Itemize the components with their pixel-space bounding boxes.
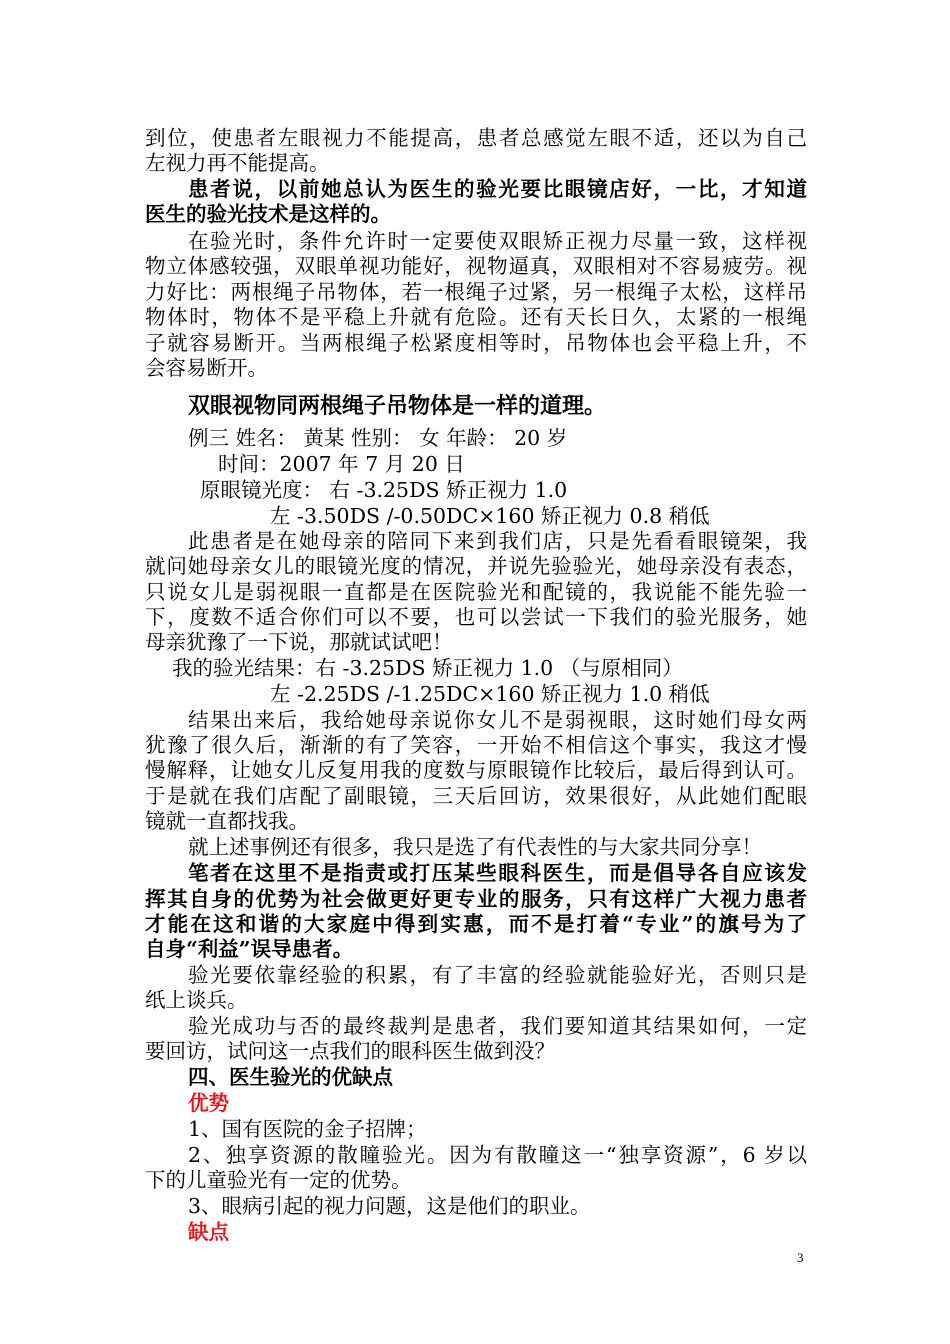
text-line: 只说女儿是弱视眼一直都是在医院验光和配镜的，我说能不能先验一 [145, 580, 807, 604]
text-line: 下的儿童验光有一定的优势。 [145, 1168, 412, 1192]
text-line: 到位，使患者左眼视力不能提高，患者总感觉左眼不适，还以为自己 [145, 126, 807, 150]
text-line: 时间：2007 年 7 月 20 日 [218, 452, 465, 476]
text-line: 慢解释，让她女儿反复用我的度数与原眼镜作比较后，最后得到认可。 [145, 758, 807, 782]
text-line: 下，度数不适合你们可以不要，也可以尝试一下我们的验光服务，她 [145, 605, 807, 629]
text-line: 结果出来后，我给她母亲说你女儿不是弱视眼，这时她们母女两 [188, 708, 807, 732]
advantages-heading: 优势 [188, 1091, 229, 1115]
text-line: 左 -3.50DS /-0.50DC×160 矫正视力 0.8 稍低 [270, 504, 710, 528]
text-line: 在验光时，条件允许时一定要使双眼矫正视力尽量一致，这样视 [188, 229, 807, 253]
text-line: 原眼镜光度： 右 -3.25DS 矫正视力 1.0 [200, 478, 568, 502]
text-line: 此患者是在她母亲的陪同下来到我们店，只是先看看眼镜架，我 [188, 529, 807, 553]
bold-line: 笔者在这里不是指责或打压某些眼科医生，而是倡导各自应该发 [188, 861, 807, 885]
list-item: 1、国有医院的金子招牌； [188, 1117, 427, 1141]
text-line: 就上述事例还有很多，我只是选了有代表性的与大家共同分享！ [188, 835, 762, 859]
text-line: 母亲犹豫了一下说，那就试试吧！ [145, 630, 453, 654]
text-line: 犹豫了很久后，渐渐的有了笑容，一开始不相信这个事实，我这才慢 [145, 733, 807, 757]
text-line: 要回访，试问这一点我们的眼科医生做到没？ [145, 1039, 555, 1063]
bold-line: 医生的验光技术是这样的。 [145, 202, 391, 226]
text-line: 例三 姓名： 黄某 性别： 女 年龄： 20 岁 [188, 426, 568, 450]
text-line: 会容易断开。 [145, 356, 268, 380]
text-line: 子就容易断开。当两根绳子松紧度相等时，吊物体也会平稳上升，不 [145, 331, 807, 355]
text-line: 纸上谈兵。 [145, 988, 248, 1012]
list-item: 3、眼病引起的视力问题，这是他们的职业。 [188, 1194, 591, 1218]
text-line: 就问她母亲女儿的眼镜光度的情况，并说先验验光，她母亲没有表态， [145, 554, 807, 578]
bold-line: 才能在这和谐的大家庭中得到实惠，而不是打着“专业”的旗号为了 [145, 912, 807, 936]
bold-line: 挥其自身的优势为社会做更好更专业的服务，只有这样广大视力患者 [145, 887, 807, 911]
disadvantages-heading: 缺点 [188, 1220, 229, 1244]
text-line: 物立体感较强，双眼单视功能好，视物逼真，双眼相对不容易疲劳。视 [145, 254, 807, 278]
bold-line: 自身“利益”误导患者。 [145, 937, 354, 961]
text-line: 验光要依靠经验的积累，有了丰富的经验就能验好光，否则只是 [188, 963, 807, 987]
page-number: 3 [797, 1250, 804, 1265]
bold-line: 患者说，以前她总认为医生的验光要比眼镜店好，一比，才知道 [188, 177, 807, 201]
text-line: 力好比：两根绳子吊物体，若一根绳子过紧，另一根绳子太松，这样吊 [145, 280, 807, 304]
text-line: 验光成功与否的最终裁判是患者，我们要知道其结果如何，一定 [188, 1014, 807, 1038]
text-line: 于是就在我们店配了副眼镜，三天后回访，效果很好，从此她们配眼 [145, 784, 807, 808]
text-line: 左视力再不能提高。 [145, 151, 330, 175]
text-line: 我的验光结果：右 -3.25DS 矫正视力 1.0 （与原相同） [172, 656, 683, 680]
list-item: 2、独享资源的散瞳验光。因为有散瞳这一“独享资源”，6 岁以 [188, 1143, 807, 1167]
section-heading: 双眼视物同两根绳子吊物体是一样的道理。 [188, 393, 607, 419]
text-line: 物体时，物体不是平稳上升就有危险。还有天长日久，太紧的一根绳 [145, 305, 807, 329]
section-heading: 四、医生验光的优缺点 [188, 1065, 393, 1089]
text-line: 镜就一直都找我。 [145, 809, 309, 833]
text-line: 左 -2.25DS /-1.25DC×160 矫正视力 1.0 稍低 [270, 682, 710, 706]
